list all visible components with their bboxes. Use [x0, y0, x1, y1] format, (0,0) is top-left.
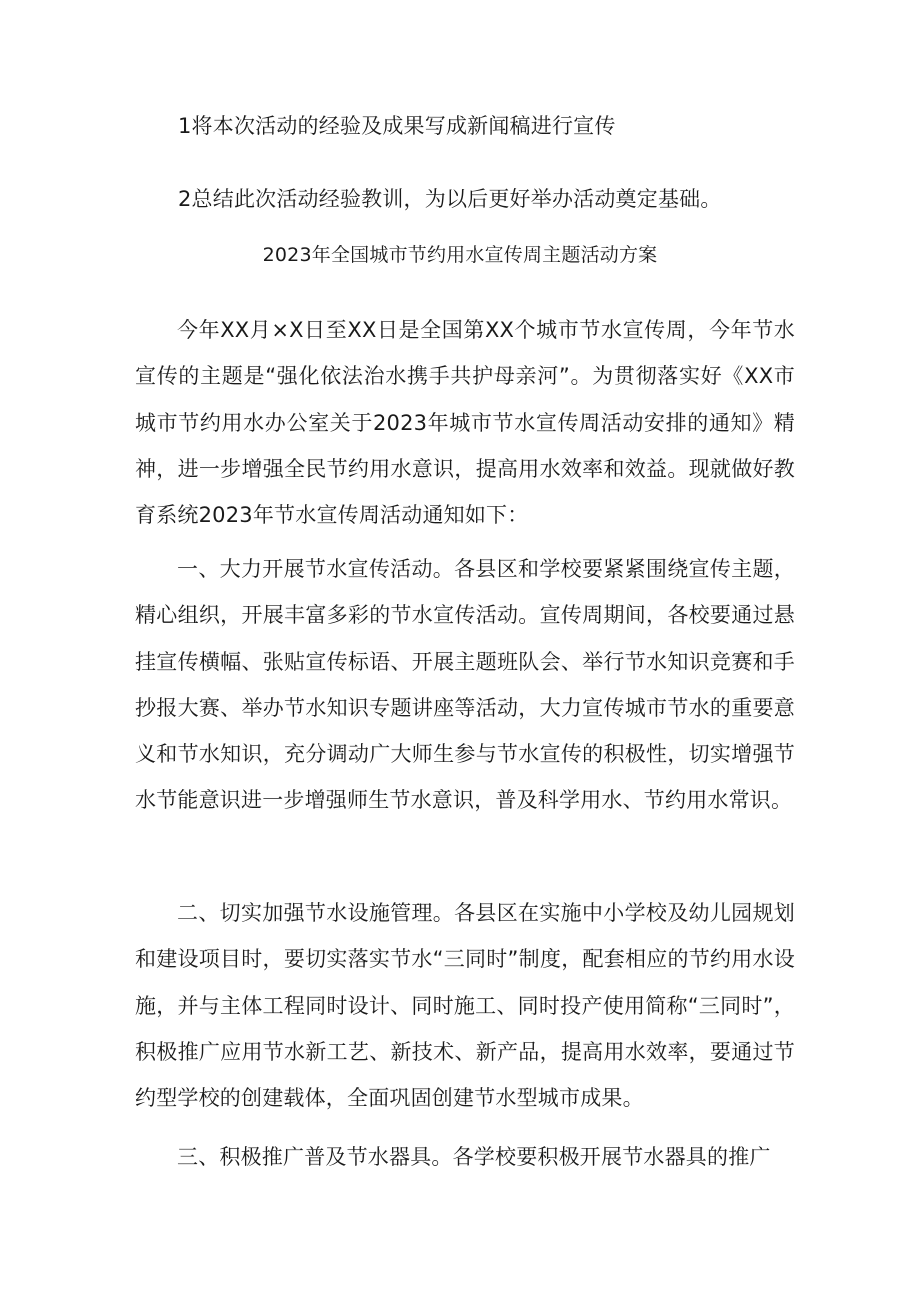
paragraph-section-2: 二、切实加强节水设施管理。各县区在实施中小学校及幼儿园规划和建设项目时，要切实落实节水“三同时”制度，配套相应的节约用水设施，并与主体工程同时设计、同时施工、同时投产使用简称“三同时”，积极推广应用节水新工艺、新技术、新产品，提高用水效率，要通过节约型学校的创建载体，全面巩固创建节水型城市成果。: [135, 901, 795, 1111]
document-title: 2023年全国城市节约用水宣传周主题活动方案: [262, 244, 658, 266]
paragraph-intro: 今年XX月×X日至XX日是全国第XX个城市节水宣传周，今年节水宣传的主题是“强化依法治水携手共护母亲河”。为贯彻落实好《XX市城市节约用水办公室关于2023年城市节水宣传周活动安排的通知》精神，进一步增强全民节约用水意识，提高用水效率和效益。现就做好教育系统2023年节水宣传周活动通知如下：: [135, 318, 795, 528]
list-item-1: 1将本次活动的经验及成果写成新闻稿进行宣传: [178, 114, 616, 138]
paragraph-section-1: 一、大力开展节水宣传活动。各县区和学校要紧紧围绕宣传主题，精心组织，开展丰富多彩的节水宣传活动。宣传周期间，各校要通过悬挂宣传横幅、张贴宣传标语、开展主题班队会、举行节水知识竞赛和手抄报大赛、举办节水知识专题讲座等活动，大力宣传城市节水的重要意义和节水知识，充分调动广大师生参与节水宣传的积极性，切实增强节水节能意识进一步增强师生节水意识，普及科学用水、节约用水常识。: [135, 557, 795, 813]
list-item-2: 2总结此次活动经验教训，为以后更好举办活动奠定基础。: [178, 187, 722, 211]
paragraph-section-3: 三、积极推广普及节水器具。各学校要积极开展节水器具的推广: [177, 1145, 771, 1169]
